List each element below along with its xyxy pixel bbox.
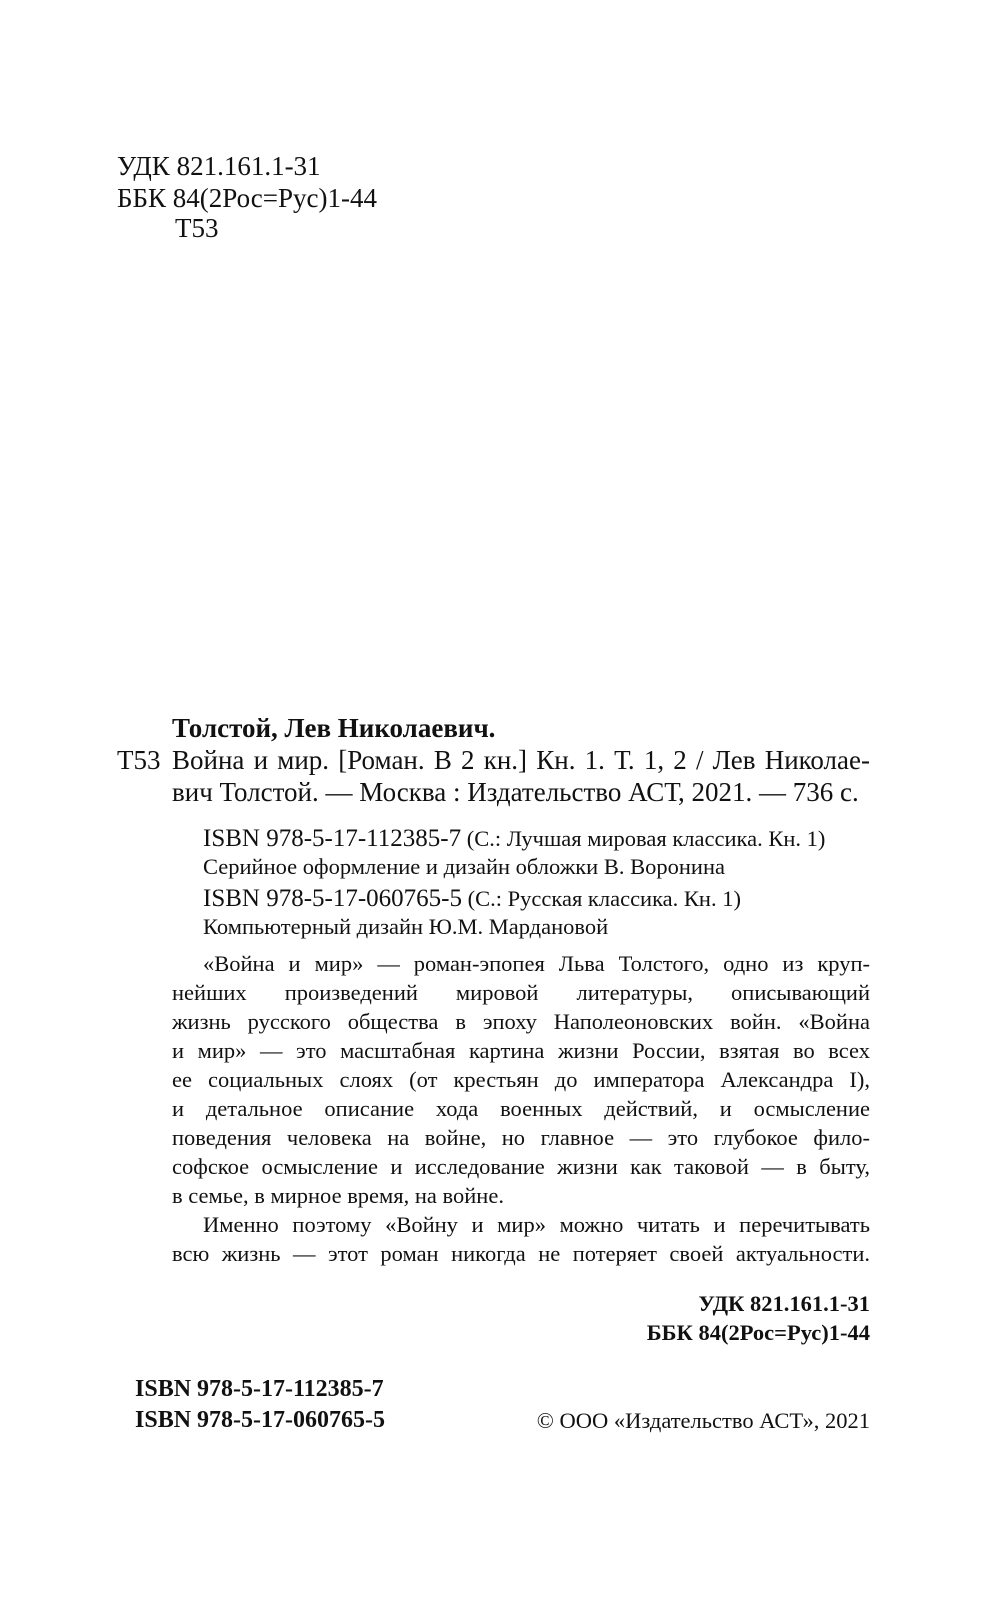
isbn-1-series: (С.: Лучшая мировая классика. Кн. 1) xyxy=(466,826,826,851)
footer-isbn-1: ISBN 978-5-17-112385-7 xyxy=(135,1376,384,1402)
annotation-line: поведения человека на войне, но главное — это глубокое фило- xyxy=(172,1125,870,1150)
isbn-1-credit: Серийное оформление и дизайн обложки В. Воронина xyxy=(203,854,725,879)
annotation-line: в семье, в мирное время, на войне. xyxy=(172,1183,504,1208)
top-bbk: ББК 84(2Рос=Рус)1-44 xyxy=(117,183,377,213)
isbn-2-series: (С.: Русская классика. Кн. 1) xyxy=(467,886,741,911)
annotation-line: нейших произведений мировой литературы, описывающий xyxy=(172,980,870,1005)
annotation-line: «Война и мир» — роман-эпопея Льва Толстого, одно из круп- xyxy=(203,951,870,976)
annotation-line: ее социальных слоях (от крестьян до императора Александра I), xyxy=(172,1067,870,1092)
annotation-line: Именно поэтому «Войну и мир» можно читать и перечитывать xyxy=(203,1212,870,1237)
card-author-mark: Т53 xyxy=(117,745,161,775)
title-line-2: вич Толстой. — Москва : Издательство АСТ, 2021. — 736 с. xyxy=(172,777,859,807)
top-author-mark: Т53 xyxy=(175,213,219,243)
annotation-line: жизнь русского общества в эпоху Наполеоновских войн. «Война xyxy=(172,1009,870,1034)
isbn-2-number: ISBN 978-5-17-060765-5 xyxy=(203,885,463,912)
isbn-2-line xyxy=(203,885,741,913)
title-line-1: Война и мир. [Роман. В 2 кн.] Кн. 1. Т. 1, 2 / Лев Николае- xyxy=(172,745,870,775)
annotation-line: и мир» — это масштабная картина жизни России, взятая во всех xyxy=(172,1038,870,1063)
annotation-line: и детальное описание хода военных действий, и осмысление xyxy=(172,1096,870,1121)
top-udk: УДК 821.161.1-31 xyxy=(117,151,321,181)
card-udk: УДК 821.161.1-31 xyxy=(698,1291,870,1316)
isbn-2-credit: Компьютерный дизайн Ю.М. Мардановой xyxy=(203,914,609,939)
isbn-1-number: ISBN 978-5-17-112385-7 xyxy=(203,825,462,852)
isbn-1-line xyxy=(203,825,825,853)
card-bbk: ББК 84(2Рос=Рус)1-44 xyxy=(646,1320,870,1345)
copyright: © ООО «Издательство АСТ», 2021 xyxy=(536,1408,870,1433)
footer-isbn-2: ISBN 978-5-17-060765-5 xyxy=(135,1407,385,1433)
annotation-line: софское осмысление и исследование жизни как таковой — в быту, xyxy=(172,1154,870,1179)
annotation-line: всю жизнь — этот роман никогда не потеряет своей актуальности. xyxy=(172,1241,870,1266)
author-heading: Толстой, Лев Николаевич. xyxy=(172,713,496,743)
